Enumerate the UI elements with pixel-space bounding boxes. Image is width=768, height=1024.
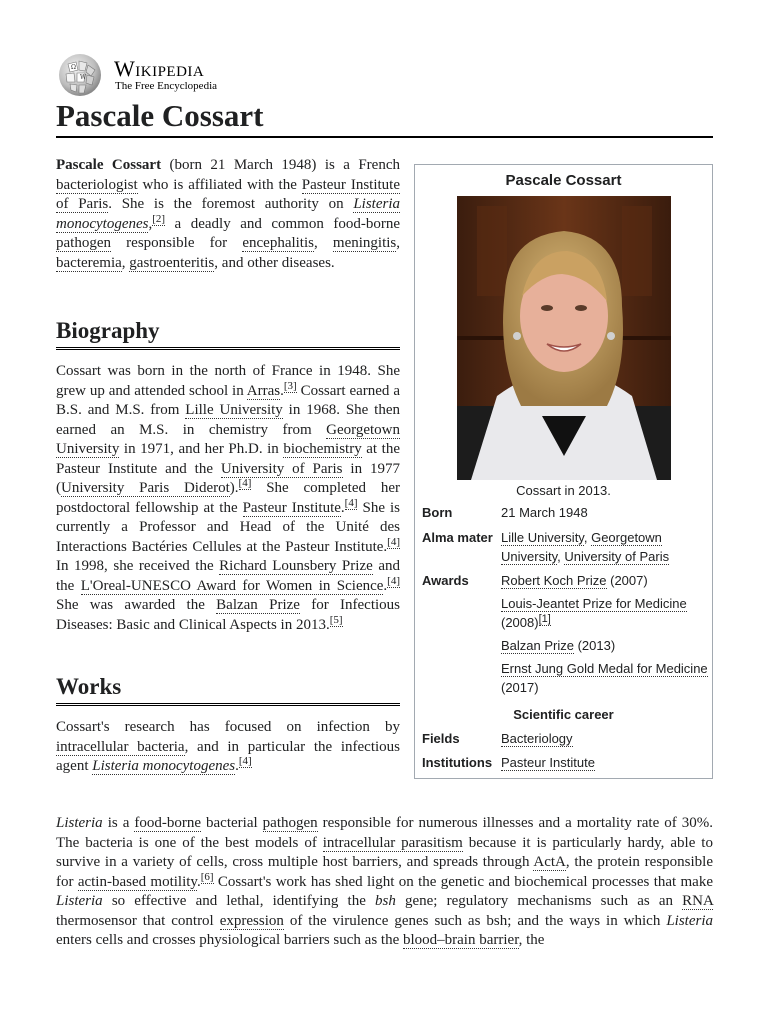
text: ,	[121, 254, 130, 271]
awards-label: Awards	[422, 573, 469, 588]
wikipedia-tagline: The Free Encyclopedia	[115, 80, 218, 92]
text: of the virulence genes such as bsh; and the ways in which	[283, 912, 667, 929]
award-item	[501, 659, 711, 697]
text: gene; regulatory mechanisms such as an	[395, 893, 683, 909]
infobox-title: Pascale Cossart	[505, 172, 622, 189]
text: .	[383, 577, 388, 594]
link-intracellular-parasitism[interactable]: intracellular parasitism	[322, 834, 463, 851]
link-balzan-prize[interactable]: Balzan Prize	[216, 597, 300, 613]
text: in 1977 (	[56, 460, 400, 496]
text: bacterial	[201, 815, 263, 831]
citation-ref[interactable]: [4]	[344, 496, 358, 509]
text: , the	[518, 932, 545, 948]
citation-ref[interactable]: [4]	[238, 755, 252, 767]
award-item	[501, 636, 711, 655]
page-title: Pascale Cossart	[56, 96, 713, 138]
text: in 1971, and her Ph.D. in	[119, 441, 284, 457]
text: (2017)	[501, 680, 539, 695]
text: responsible for	[110, 235, 243, 251]
text: because it is particularly hardy, able to survive in a variety of cells, cross multiple host barriers, and spreads through	[56, 834, 713, 870]
link-blood-brain-barrier[interactable]: blood–brain barrier	[402, 932, 519, 948]
text: Cossart was born in the north of France in 1948. She grew up and attended school in	[56, 363, 400, 399]
link-bacteriology[interactable]: Bacteriology	[501, 731, 573, 746]
scientific-career-heading: Scientific career	[513, 707, 614, 722]
link-university-of-paris[interactable]: University of Paris	[564, 549, 670, 564]
text: Listeria	[56, 815, 103, 831]
link-pathogen[interactable]: pathogen	[262, 815, 318, 831]
born-value: 21 March 1948	[501, 505, 588, 520]
link-arras[interactable]: Arras	[246, 382, 281, 399]
link-expression[interactable]: expression	[219, 912, 284, 929]
works-detail-paragraph	[56, 814, 713, 951]
subject-name: Pascale Cossart	[56, 157, 162, 173]
text: enters cells and crosses physiological barriers such as the	[56, 932, 403, 948]
text: thermosensor that control	[56, 912, 220, 929]
svg-text:W: W	[80, 74, 87, 81]
link-listeria[interactable]: Listeria monocytogenes	[56, 196, 400, 232]
wikipedia-wordmark: Wikipedia	[114, 56, 205, 81]
text: ,	[396, 235, 401, 251]
link-intracellular-bacteria[interactable]: intracellular bacteria	[56, 738, 185, 755]
link-award[interactable]: Louis-Jeantet Prize for Medicine	[501, 596, 687, 611]
text: .	[340, 499, 345, 516]
section-heading-biography: Biography	[56, 317, 400, 350]
text: is a	[102, 815, 135, 831]
citation-ref[interactable]: [3]	[283, 379, 297, 392]
alma-mater-label: Alma mater	[422, 530, 493, 545]
citation-ref[interactable]: [2]	[152, 212, 166, 225]
text: Cossart's research has focused on infection by	[56, 719, 400, 735]
text: (2007)	[606, 573, 648, 588]
section-heading-works: Works	[56, 673, 400, 706]
wikipedia-logo[interactable]	[56, 52, 296, 100]
born-label: Born	[422, 505, 453, 520]
link-bacteremia[interactable]: bacteremia	[56, 254, 122, 271]
citation-ref[interactable]: [4]	[387, 535, 400, 548]
link-bacteriologist[interactable]: bacteriologist	[56, 176, 138, 193]
link-lille-university[interactable]: Lille University	[185, 402, 283, 418]
infobox	[414, 164, 713, 779]
citation-ref[interactable]: [5]	[329, 613, 343, 626]
biography-paragraph	[56, 362, 400, 635]
text: . She is the foremost authority on	[108, 196, 354, 212]
link-encephalitis[interactable]: encephalitis	[242, 235, 314, 251]
alma-mater-value	[501, 528, 711, 566]
text: who is affiliated with the	[137, 176, 302, 193]
award-item	[501, 594, 711, 632]
link-award[interactable]: Ernst Jung Gold Medal for Medicine	[501, 661, 708, 676]
link-actin-based-motility[interactable]: actin-based motility	[77, 873, 197, 890]
fields-value	[501, 729, 711, 748]
awards-list	[501, 571, 711, 701]
link-pasteur-institute[interactable]: Pasteur Institute	[242, 499, 341, 516]
text: , and in particular the infectious agent	[56, 738, 400, 774]
text: In 1998, she received the	[56, 558, 220, 574]
link-loreal-unesco-award[interactable]: L'Oreal-UNESCO Award for Women in Science	[80, 577, 384, 594]
link-georgetown-university[interactable]: Georgetown University	[56, 421, 400, 457]
photo-caption: Cossart in 2013.	[516, 483, 611, 498]
text: Listeria	[666, 912, 713, 929]
link-georgetown-university[interactable]: Georgetown University	[501, 530, 662, 564]
text: ,	[148, 215, 153, 232]
award-item	[501, 571, 711, 590]
wikipedia-globe-icon	[56, 52, 104, 98]
text: so effective and lethal, identifying the	[102, 893, 375, 909]
citation-ref[interactable]: [1]	[538, 612, 551, 625]
text: , and other diseases.	[214, 254, 335, 271]
svg-text:Ω: Ω	[71, 64, 76, 71]
text: .	[196, 873, 201, 890]
link-richard-lounsbery-prize[interactable]: Richard Lounsbery Prize	[219, 558, 373, 574]
citation-ref[interactable]: [4]	[387, 574, 400, 587]
fields-label: Fields	[422, 731, 460, 746]
link-rna[interactable]: RNA	[682, 893, 713, 909]
text: She was awarded the	[56, 597, 217, 613]
link-biochemistry[interactable]: biochemistry	[283, 441, 362, 457]
text: (2013)	[573, 638, 616, 653]
link-award[interactable]: Balzan Prize	[501, 638, 574, 653]
link-gastroenteritis[interactable]: gastroenteritis	[129, 254, 215, 271]
text: ,	[313, 235, 333, 251]
text: and the	[56, 558, 400, 594]
works-paragraph	[56, 718, 400, 777]
left-column	[56, 156, 400, 777]
institutions-value	[501, 753, 711, 772]
text: She completed her postdoctoral fellowship at the	[56, 480, 400, 516]
text: responsible for numerous illnesses and a mortality rate of 30%. The bacteria is one of the best models of	[56, 815, 713, 851]
link-pasteur-institute[interactable]: Pasteur Institute	[501, 755, 595, 770]
text: Listeria	[56, 893, 103, 909]
text: bsh	[374, 893, 396, 909]
text: (2008)	[501, 615, 539, 630]
link-award[interactable]: Robert Koch Prize	[501, 573, 607, 588]
text: Cossart's work has shed light on the genetic and biochemical processes that make	[213, 873, 713, 890]
text: at the Pasteur Institute and the	[56, 441, 400, 477]
full-width-text	[56, 814, 713, 951]
text: ,	[557, 549, 565, 564]
institutions-label: Institutions	[422, 755, 493, 770]
link-pasteur-institute[interactable]: Pasteur Institute of Paris	[56, 176, 400, 212]
text: for Infectious Diseases: Basic and Clinical Aspects in 2013.	[56, 597, 400, 633]
citation-ref[interactable]: [4]	[238, 477, 252, 489]
citation-ref[interactable]: [6]	[200, 870, 214, 883]
link-listeria[interactable]: Listeria monocytogenes	[92, 758, 236, 774]
text: a deadly and common food-borne	[165, 215, 400, 232]
link-university-of-paris[interactable]: University of Paris	[220, 460, 343, 477]
link-meningitis[interactable]: meningitis	[332, 235, 397, 251]
text: .	[280, 382, 284, 399]
text: (born 21 March 1948) is a French	[161, 157, 400, 173]
text: She is currently a Professor and Head of the Unité des Interactions Bactéries Cellules at the Pasteur Institute.	[56, 499, 400, 555]
link-pathogen[interactable]: pathogen	[56, 235, 111, 251]
link-university-paris-diderot[interactable]: University Paris Diderot	[61, 480, 230, 496]
text: ).	[229, 480, 239, 496]
link-lille-university[interactable]: Lille University	[501, 530, 584, 545]
intro-paragraph	[56, 156, 400, 273]
text: .	[235, 758, 239, 774]
text: Cossart earned a B.S. and M.S. from	[56, 382, 400, 418]
link-acta[interactable]: ActA	[533, 854, 566, 870]
text: in 1968. She then earned an M.S. in chemistry from	[56, 402, 400, 438]
portrait-photo[interactable]	[457, 196, 671, 480]
link-food-borne[interactable]: food-borne	[134, 815, 202, 831]
text: ,	[583, 530, 592, 545]
text: , the protein responsible for	[56, 854, 713, 890]
